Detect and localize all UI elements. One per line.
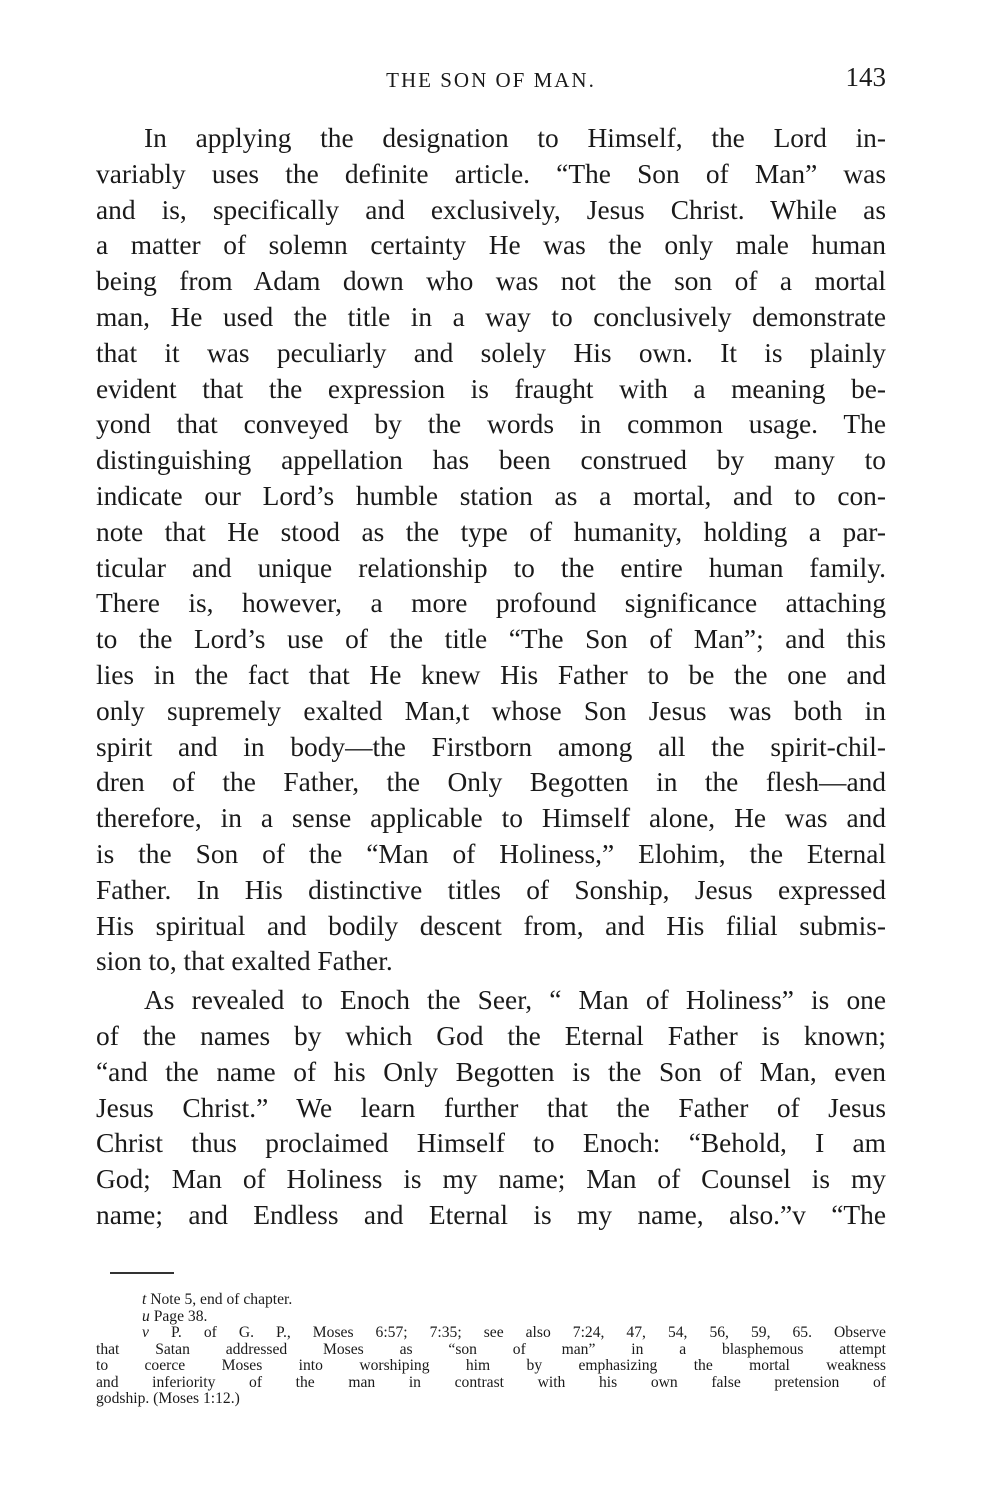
footnote-u [96,1309,886,1326]
text-line: only supremely exalted Man,t whose Son Jesus was both in [96,695,886,726]
text-line: yond that conveyed by the words in common usage. The [96,409,886,440]
footnote-line [96,1309,886,1326]
text-line: being from Adam down who was not the son of a mortal [96,266,886,297]
text-line: is the Son of the “Man of Holiness,” Elohim, the Eternal [96,838,886,869]
text-line: evident that the expression is fraught with a meaning be- [96,373,886,404]
footnote-rule [110,1272,174,1274]
text-line: variably uses the definite article. “The Son of Man” was [96,158,886,189]
text-line: and is, specifically and exclusively, Jesus Christ. While as [96,194,886,225]
text-line: that it was peculiarly and solely His own. It is plainly [96,337,886,368]
paragraph-2 [96,983,886,1234]
text-line: There is, however, a more profound significance attaching [96,588,886,619]
text-line: of the names by which God the Eternal Father is known; [96,1020,886,1051]
text-line: lies in the fact that He knew His Father to be the one and [96,659,886,690]
text-line: sion to, that exalted Father. [96,946,393,977]
text-line: to the Lord’s use of the title “The Son of Man”; and this [96,624,886,655]
footnote-text: P. of G. P., Moses 6:57; 7:35; see also 7:24, 47, 54, 56, 59, 65. Observe [170,1324,886,1341]
body-text [96,121,886,1234]
text-line: “and the name of his Only Begotten is the Son of Man, even [96,1056,886,1087]
text-line: man, He used the title in a way to conclusively demonstrate [96,301,886,332]
text-line: Christ thus proclaimed Himself to Enoch: “Behold, I am [96,1128,886,1159]
text-line: Jesus Christ.” We learn further that the Father of Jesus [96,1092,886,1123]
running-head: THE SON OF MAN. [386,68,596,92]
text-line: distinguishing appellation has been construed by many to [96,445,886,476]
footnote-v [96,1325,886,1408]
text-line: His spiritual and bodily descent from, and His filial submis- [96,910,886,941]
footnote-mark: t [142,1291,147,1308]
text-line: a matter of solemn certainty He was the only male human [96,230,886,261]
footnote-mark: v [142,1324,149,1341]
footnote-t [96,1292,886,1309]
text-line: ticular and unique relationship to the entire human family. [96,552,886,583]
paragraph-1 [96,121,886,980]
footnote-text: Note 5, end of chapter. [150,1291,293,1308]
footnote-line: to coerce Moses into worshiping him by emphasizing the mortal weakness [96,1357,886,1374]
page-header [96,62,886,102]
footnote-mark: u [142,1307,150,1325]
text-line: spirit and in body—the Firstborn among all the spirit-chil- [96,731,886,762]
footnote-line: godship. (Moses 1:12.) [96,1390,240,1407]
page-number: 143 [845,62,886,92]
footnote-line [96,1325,886,1342]
footnote-line [96,1292,886,1309]
footnotes [96,1292,886,1408]
text-line: As revealed to Enoch the Seer, “ Man of Holiness” is one [144,985,886,1016]
text-line: indicate our Lord’s humble station as a mortal, and to con- [96,480,886,511]
text-line: Father. In His distinctive titles of Sonship, Jesus expressed [96,874,886,905]
footnote-line: that Satan addressed Moses as “son of man” in a blasphemous attempt [96,1340,886,1358]
text-line: God; Man of Holiness is my name; Man of Counsel is my [96,1164,886,1195]
text-line: name; and Endless and Eternal is my name, also.”v “The [96,1199,886,1230]
text-line: note that He stood as the type of humanity, holding a par- [96,516,886,547]
text-line: In applying the designation to Himself, the Lord in- [144,123,886,153]
footnote-line: and inferiority of the man in contrast with his own false pretension of [96,1373,886,1391]
text-line: dren of the Father, the Only Begotten in the flesh—and [96,767,886,798]
footnote-text: Page 38. [153,1307,208,1325]
text-line: therefore, in a sense applicable to Himself alone, He was and [96,803,886,834]
